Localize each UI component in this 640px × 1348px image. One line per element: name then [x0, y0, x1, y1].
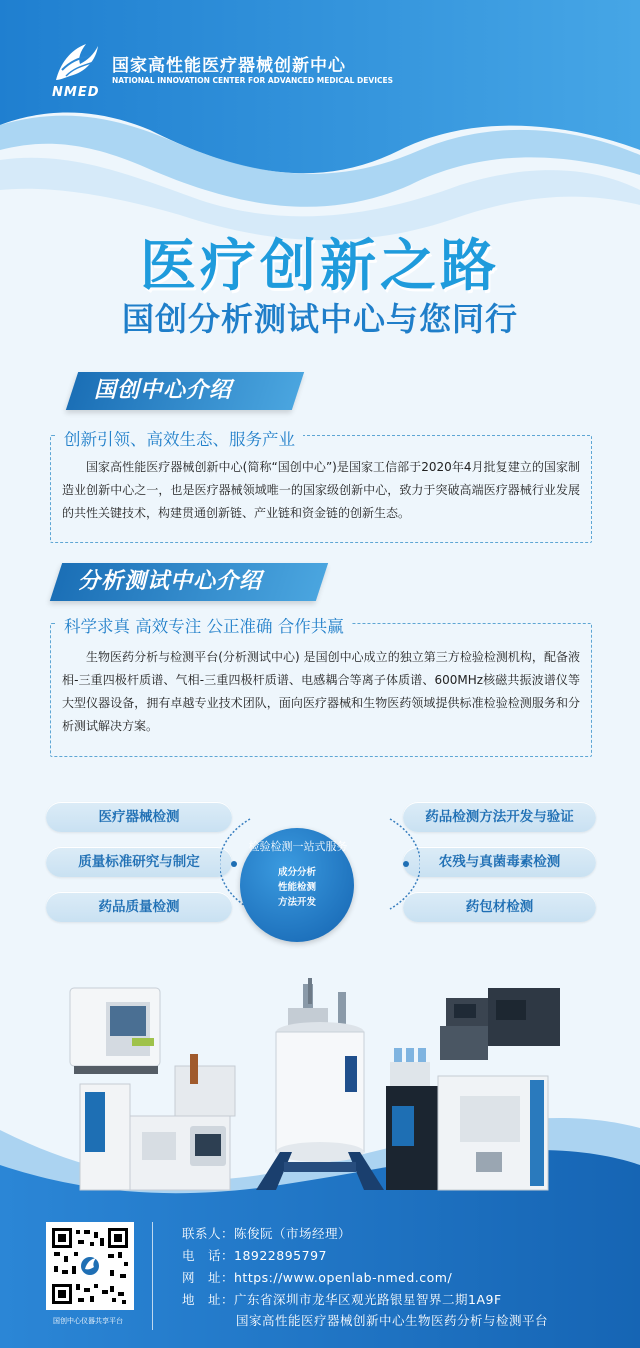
- one-stop-service-title: 检验检测一站式服务: [248, 840, 348, 853]
- contact-person: [182, 1224, 351, 1242]
- gc-ms-system-icon: [80, 1054, 235, 1190]
- contact-website: [182, 1268, 452, 1286]
- footer-divider: [152, 1222, 153, 1330]
- service-pesticide-mycotoxin: 农残与真菌毒素检测: [403, 847, 596, 877]
- service-medical-device-testing: 医疗器械检测: [46, 802, 232, 832]
- qr-code[interactable]: [46, 1222, 134, 1310]
- contact-address: [182, 1290, 502, 1308]
- section-heading-label: 分析测试中心介绍: [78, 569, 263, 594]
- mass-spectrometer-icon: [70, 988, 160, 1074]
- hero-title: 医疗创新之路: [140, 234, 500, 299]
- section-heading-lab-intro: [50, 563, 328, 601]
- contact-phone-value[interactable]: 18922895797: [234, 1248, 327, 1263]
- lab-tagline: 科学求真 高效专注 公正准确 合作共赢: [56, 613, 352, 637]
- service-packaging-testing: 药包材检测: [403, 892, 596, 922]
- contact-phone: [182, 1246, 327, 1264]
- service-drug-quality: 药品质量检测: [46, 892, 232, 922]
- org-name-en: NATIONAL INNOVATION CENTER FOR ADVANCED MEDICAL DEVICES: [112, 76, 394, 85]
- lc-system-icon: [386, 988, 560, 1190]
- logo-text: NMED: [52, 85, 100, 100]
- qr-caption: 国创中心仪器共享平台: [53, 1317, 123, 1325]
- contact-website-link[interactable]: https://www.openlab-nmed.com/: [234, 1270, 453, 1285]
- service-quality-standards: 质量标准研究与制定: [46, 847, 232, 877]
- lab-instruments-illustration: [60, 976, 580, 1200]
- service-method-development: 药品检测方法开发与验证: [403, 802, 596, 832]
- qr-code-icon: [50, 1226, 130, 1306]
- intro-paragraph: 国家高性能医疗器械创新中心(简称“国创中心”)是国家工信部于2020年4月批复建立的国家制造业创新中心之一，也是医疗器械领域唯一的国家级创新中心，致力于突破高端医疗器械行业发展的共性关键技术，构建贯通创新链、产业链和资金链的创新生态。: [62, 460, 580, 520]
- center-item-composition: 成分分析: [277, 867, 316, 878]
- section-heading-center-intro: [66, 372, 304, 410]
- hero-subtitle: 国创分析测试中心与您同行: [121, 300, 518, 338]
- nmed-logo-icon: [52, 40, 102, 86]
- section-heading-label: 国创中心介绍: [94, 378, 233, 403]
- contact-phone-label: 电 话：: [182, 1248, 235, 1263]
- contact-person-label: 联系人：: [182, 1226, 235, 1241]
- contact-website-label: 网 址：: [182, 1270, 235, 1285]
- intro-tagline: 创新引领、高效生态、服务产业: [56, 426, 303, 450]
- contact-address-line2: 国家高性能医疗器械创新中心生物医药分析与检测平台: [236, 1313, 549, 1328]
- nmr-spectrometer-icon: [256, 978, 384, 1190]
- contact-address-line1: 广东省深圳市龙华区观光路银星智界二期1A9F: [234, 1292, 502, 1307]
- lab-paragraph: 生物医药分析与检测平台(分析测试中心) 是国创中心成立的独立第三方检验检测机构，配备液相-三重四极杆质谱、气相-三重四极杆质谱、电感耦合等离子体质谱、600MHz核磁共振波谱仪等大型仪器设备，拥有卓越专业技术团队，面向医疗器械和生物医药领域提供标准检验检测服务和分析测试解决方案。: [62, 650, 580, 733]
- org-name-cn: 国家高性能医疗器械创新中心: [112, 56, 346, 76]
- contact-address-label: 地 址：: [182, 1292, 235, 1307]
- center-item-method: 方法开发: [277, 897, 316, 908]
- contact-person-value: 陈俊阮（市场经理）: [234, 1226, 352, 1241]
- center-item-performance: 性能检测: [277, 882, 316, 893]
